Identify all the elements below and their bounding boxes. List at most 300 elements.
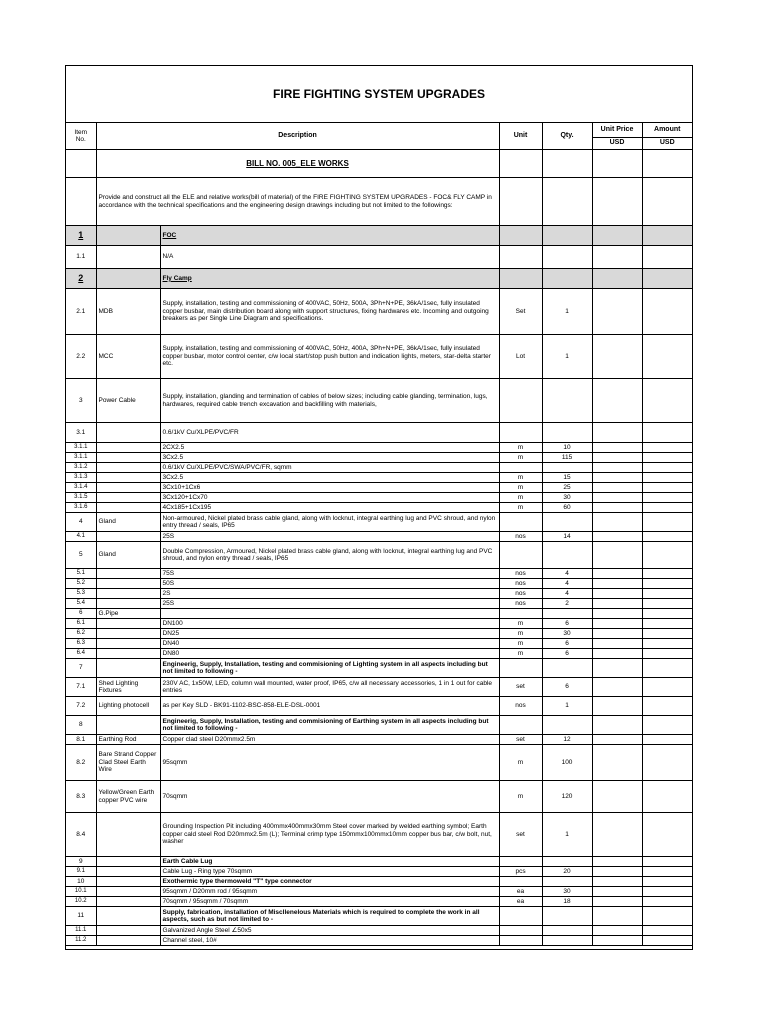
item-no-cell: 10 bbox=[66, 877, 96, 887]
item-no-cell: 3.1.6 bbox=[66, 503, 96, 513]
description-cell: Engineerig, Supply, Installation, testing and commisioning of Earthing system in all aspects including but not limited to following - bbox=[160, 716, 499, 735]
description-cell: Grounding Inspection Pit including 400mmx400mmx30mm Steel cover marked by welded earthing symbol; Earth copper cald steel Rod D20mmx2.5m (L); Terminal crimp type 150mmx100mmx10mm copper bus bar, c/w bolt, nut, washer bbox=[160, 813, 499, 857]
unit-cell bbox=[499, 423, 542, 443]
qty-cell: 20 bbox=[542, 867, 592, 877]
unit-cell bbox=[499, 246, 542, 269]
item-name-cell bbox=[96, 579, 160, 589]
amount-cell bbox=[642, 289, 692, 335]
unit-cell: m bbox=[499, 443, 542, 453]
unit-price-cell bbox=[592, 423, 642, 443]
unit-cell bbox=[499, 659, 542, 678]
table-row bbox=[66, 649, 692, 659]
unit-price-cell bbox=[592, 813, 642, 857]
qty-cell: 1 bbox=[542, 335, 592, 379]
qty-cell bbox=[542, 926, 592, 936]
qty-cell: 1 bbox=[542, 813, 592, 857]
item-no-cell: 7.1 bbox=[66, 678, 96, 697]
intro-row bbox=[66, 178, 692, 226]
item-no-cell: 8.3 bbox=[66, 781, 96, 813]
amount-cell bbox=[642, 542, 692, 569]
item-no-cell: 6.1 bbox=[66, 619, 96, 629]
description-cell: 50S bbox=[160, 579, 499, 589]
description-cell: Double Compression, Armoured, Nickel plated brass cable gland, along with locknut, integral earthing lug and PVC shroud, and nylon entry thread / seals, IP65 bbox=[160, 542, 499, 569]
unit-price-cell bbox=[592, 246, 642, 269]
amount-cell bbox=[642, 463, 692, 473]
unit-price-cell bbox=[592, 745, 642, 781]
unit-price-cell bbox=[592, 493, 642, 503]
amount-cell bbox=[642, 877, 692, 887]
intro-text: Provide and construct all the ELE and relative works(bill of material) of the FIRE FIGHTING SYSTEM UPGRADES - FOC& FLY CAMP in accordance with the technical specifications and the engineering design drawings including but not limited to the followings: bbox=[96, 178, 499, 226]
unit-cell: m bbox=[499, 619, 542, 629]
item-no-cell: 3.1.5 bbox=[66, 493, 96, 503]
amount-cell bbox=[642, 269, 692, 289]
amount-cell bbox=[642, 589, 692, 599]
boq-table bbox=[66, 122, 692, 946]
amount-cell bbox=[642, 569, 692, 579]
unit-cell: set bbox=[499, 813, 542, 857]
table-row bbox=[66, 813, 692, 857]
qty-cell bbox=[542, 513, 592, 532]
unit-cell bbox=[499, 857, 542, 867]
table-row bbox=[66, 877, 692, 887]
table-row bbox=[66, 897, 692, 907]
item-no-cell: 5 bbox=[66, 542, 96, 569]
unit-price-cell bbox=[592, 867, 642, 877]
item-name-cell: MDB bbox=[96, 289, 160, 335]
unit-cell: nos bbox=[499, 569, 542, 579]
qty-cell: 120 bbox=[542, 781, 592, 813]
table-row bbox=[66, 936, 692, 946]
amount-cell bbox=[642, 483, 692, 493]
item-name-cell bbox=[96, 423, 160, 443]
item-no-cell: 2.1 bbox=[66, 289, 96, 335]
unit-price-cell bbox=[592, 629, 642, 639]
unit-price-cell bbox=[592, 226, 642, 246]
description-cell: 230V AC, 1x50W, LED, column wall mounted, water proof, IP65, c/w all necessary accessories, 1 in 1 out for cable entries bbox=[160, 678, 499, 697]
item-name-cell bbox=[96, 589, 160, 599]
description-cell: 70sqmm bbox=[160, 781, 499, 813]
header-amount-currency: USD bbox=[642, 138, 692, 150]
amount-cell bbox=[642, 619, 692, 629]
table-row bbox=[66, 269, 692, 289]
description-cell: 3Cx2.5 bbox=[160, 453, 499, 463]
item-name-cell bbox=[96, 867, 160, 877]
amount-cell bbox=[642, 453, 692, 463]
table-row bbox=[66, 659, 692, 678]
qty-cell bbox=[542, 857, 592, 867]
description-cell: Copper clad steel D20mmx2.5m bbox=[160, 735, 499, 745]
item-name-cell bbox=[96, 532, 160, 542]
description-cell: 25S bbox=[160, 599, 499, 609]
table-row bbox=[66, 887, 692, 897]
item-no-cell: 8.2 bbox=[66, 745, 96, 781]
unit-price-cell bbox=[592, 609, 642, 619]
unit-price-cell bbox=[592, 335, 642, 379]
amount-cell bbox=[642, 735, 692, 745]
unit-price-cell bbox=[592, 781, 642, 813]
table-row bbox=[66, 423, 692, 443]
item-no-cell: 11.1 bbox=[66, 926, 96, 936]
unit-price-cell bbox=[592, 649, 642, 659]
table-row bbox=[66, 781, 692, 813]
item-no-cell: 7.2 bbox=[66, 697, 96, 716]
description-cell: Supply, installation, testing and commissioning of 400VAC, 50Hz, 400A, 3Ph+N+PE, 36kA/1sec, fully insulated copper busbar, motor control center, c/w local start/stop push button and indication lights, meters, star-delta starter etc. bbox=[160, 335, 499, 379]
item-no-cell: 8 bbox=[66, 716, 96, 735]
description-cell: Exothermic type thermoweld "T" type connector bbox=[160, 877, 499, 887]
item-name-cell bbox=[96, 473, 160, 483]
amount-cell bbox=[642, 423, 692, 443]
item-no-cell: 5.1 bbox=[66, 569, 96, 579]
item-name-cell bbox=[96, 619, 160, 629]
amount-cell bbox=[642, 493, 692, 503]
item-no-cell: 3.1.1 bbox=[66, 443, 96, 453]
item-name-cell bbox=[96, 569, 160, 579]
description-cell: Cable Lug - Ring type 70sqmm bbox=[160, 867, 499, 877]
item-name-cell bbox=[96, 857, 160, 867]
amount-cell bbox=[642, 897, 692, 907]
table-row bbox=[66, 226, 692, 246]
amount-cell bbox=[642, 781, 692, 813]
item-no-cell: 2.2 bbox=[66, 335, 96, 379]
header-unit-price-currency: USD bbox=[592, 138, 642, 150]
unit-price-cell bbox=[592, 379, 642, 423]
unit-cell: m bbox=[499, 639, 542, 649]
item-no-cell: 4 bbox=[66, 513, 96, 532]
amount-cell bbox=[642, 907, 692, 926]
unit-price-cell bbox=[592, 513, 642, 532]
qty-cell: 30 bbox=[542, 493, 592, 503]
item-name-cell bbox=[96, 659, 160, 678]
unit-cell: nos bbox=[499, 532, 542, 542]
unit-price-cell bbox=[592, 936, 642, 946]
description-cell: 3Cx10+1Cx6 bbox=[160, 483, 499, 493]
item-no-cell: 4.1 bbox=[66, 532, 96, 542]
item-no-cell: 6.3 bbox=[66, 639, 96, 649]
table-row bbox=[66, 473, 692, 483]
header-row-1 bbox=[66, 123, 692, 138]
item-name-cell bbox=[96, 269, 160, 289]
table-row bbox=[66, 867, 692, 877]
unit-price-cell bbox=[592, 453, 642, 463]
description-cell: 95sqmm / D20mm rod / 95sqmm bbox=[160, 887, 499, 897]
description-cell: 0.6/1kV Cu/XLPE/PVC/FR bbox=[160, 423, 499, 443]
unit-cell: nos bbox=[499, 599, 542, 609]
amount-cell bbox=[642, 473, 692, 483]
unit-price-cell bbox=[592, 735, 642, 745]
header-unit-price: Unit Price bbox=[592, 123, 642, 138]
amount-cell bbox=[642, 335, 692, 379]
unit-price-cell bbox=[592, 877, 642, 887]
description-cell: Earth Cable Lug bbox=[160, 857, 499, 867]
unit-price-cell bbox=[592, 857, 642, 867]
amount-cell bbox=[642, 857, 692, 867]
unit-price-cell bbox=[592, 463, 642, 473]
unit-cell: set bbox=[499, 735, 542, 745]
unit-price-cell bbox=[592, 619, 642, 629]
qty-cell: 10 bbox=[542, 443, 592, 453]
item-name-cell bbox=[96, 936, 160, 946]
item-no-cell: 1 bbox=[66, 226, 96, 246]
table-row bbox=[66, 716, 692, 735]
description-cell: 4Cx185+1Cx195 bbox=[160, 503, 499, 513]
qty-cell: 30 bbox=[542, 629, 592, 639]
unit-price-cell bbox=[592, 926, 642, 936]
unit-cell: ea bbox=[499, 887, 542, 897]
description-cell: Galvanized Angle Steel ∠50x5 bbox=[160, 926, 499, 936]
item-no-cell: 6.2 bbox=[66, 629, 96, 639]
unit-price-cell bbox=[592, 473, 642, 483]
description-cell: Channel steel, 10# bbox=[160, 936, 499, 946]
qty-cell: 4 bbox=[542, 589, 592, 599]
unit-cell: ea bbox=[499, 897, 542, 907]
qty-cell: 15 bbox=[542, 473, 592, 483]
qty-cell bbox=[542, 542, 592, 569]
unit-cell: m bbox=[499, 483, 542, 493]
unit-cell: m bbox=[499, 473, 542, 483]
unit-price-cell bbox=[592, 697, 642, 716]
qty-cell bbox=[542, 269, 592, 289]
item-no-cell: 9 bbox=[66, 857, 96, 867]
description-cell bbox=[160, 609, 499, 619]
description-cell: 2S bbox=[160, 589, 499, 599]
unit-cell: m bbox=[499, 453, 542, 463]
description-cell: 70sqmm / 95sqmm / 70sqmm bbox=[160, 897, 499, 907]
qty-cell bbox=[542, 936, 592, 946]
unit-cell: pcs bbox=[499, 867, 542, 877]
unit-cell: nos bbox=[499, 697, 542, 716]
unit-cell bbox=[499, 716, 542, 735]
amount-cell bbox=[642, 649, 692, 659]
description-cell: Engineerig, Supply, Installation, testing and commisioning of Lighting system in all aspects including but not limited to following - bbox=[160, 659, 499, 678]
item-name-cell: Yellow/Green Earth copper PVC wire bbox=[96, 781, 160, 813]
unit-cell bbox=[499, 269, 542, 289]
item-name-cell: Gland bbox=[96, 513, 160, 532]
qty-cell: 60 bbox=[542, 503, 592, 513]
amount-cell bbox=[642, 226, 692, 246]
amount-cell bbox=[642, 379, 692, 423]
qty-cell bbox=[542, 226, 592, 246]
unit-cell: m bbox=[499, 781, 542, 813]
table-row bbox=[66, 745, 692, 781]
unit-price-cell bbox=[592, 639, 642, 649]
amount-cell bbox=[642, 639, 692, 649]
description-cell: FOC bbox=[160, 226, 499, 246]
item-no-cell: 11 bbox=[66, 907, 96, 926]
document-title: FIRE FIGHTING SYSTEM UPGRADES bbox=[66, 66, 692, 123]
bill-title-row bbox=[66, 150, 692, 178]
unit-cell: m bbox=[499, 649, 542, 659]
unit-price-cell bbox=[592, 716, 642, 735]
description-cell: Supply, fabrication, installation of Miscllenelous Materials which is required to complete the work in all aspects, such as but not limited to - bbox=[160, 907, 499, 926]
table-row bbox=[66, 926, 692, 936]
item-name-cell bbox=[96, 599, 160, 609]
header-description: Description bbox=[96, 123, 499, 150]
table-row bbox=[66, 532, 692, 542]
table-row bbox=[66, 483, 692, 493]
item-name-cell bbox=[96, 907, 160, 926]
header-item-no: Item No. bbox=[66, 123, 96, 150]
unit-price-cell bbox=[592, 483, 642, 493]
description-cell: 3Cx120+1Cx70 bbox=[160, 493, 499, 503]
amount-cell bbox=[642, 443, 692, 453]
amount-cell bbox=[642, 745, 692, 781]
amount-cell bbox=[642, 609, 692, 619]
qty-cell: 1 bbox=[542, 697, 592, 716]
description-cell: DN25 bbox=[160, 629, 499, 639]
table-row bbox=[66, 503, 692, 513]
item-name-cell: Lighting photocell bbox=[96, 697, 160, 716]
item-no-cell: 3.1.3 bbox=[66, 473, 96, 483]
qty-cell bbox=[542, 659, 592, 678]
amount-cell bbox=[642, 887, 692, 897]
item-name-cell bbox=[96, 443, 160, 453]
item-name-cell bbox=[96, 813, 160, 857]
item-name-cell bbox=[96, 503, 160, 513]
unit-price-cell bbox=[592, 443, 642, 453]
table-row bbox=[66, 453, 692, 463]
table-row bbox=[66, 443, 692, 453]
qty-cell bbox=[542, 907, 592, 926]
item-no-cell: 3 bbox=[66, 379, 96, 423]
unit-price-cell bbox=[592, 678, 642, 697]
unit-cell bbox=[499, 379, 542, 423]
item-no-cell: 2 bbox=[66, 269, 96, 289]
unit-price-cell bbox=[592, 589, 642, 599]
qty-cell: 115 bbox=[542, 453, 592, 463]
qty-cell bbox=[542, 609, 592, 619]
item-no-cell: 9.1 bbox=[66, 867, 96, 877]
unit-cell: m bbox=[499, 493, 542, 503]
amount-cell bbox=[642, 936, 692, 946]
unit-price-cell bbox=[592, 659, 642, 678]
unit-cell: m bbox=[499, 629, 542, 639]
unit-cell: m bbox=[499, 503, 542, 513]
unit-price-cell bbox=[592, 269, 642, 289]
item-name-cell: Earthing Rod bbox=[96, 735, 160, 745]
item-no-cell: 3.1.4 bbox=[66, 483, 96, 493]
header-unit: Unit bbox=[499, 123, 542, 150]
table-row bbox=[66, 619, 692, 629]
amount-cell bbox=[642, 579, 692, 589]
item-name-cell bbox=[96, 629, 160, 639]
unit-price-cell bbox=[592, 532, 642, 542]
item-no-cell: 5.3 bbox=[66, 589, 96, 599]
qty-cell bbox=[542, 716, 592, 735]
item-name-cell: Power Cable bbox=[96, 379, 160, 423]
amount-cell bbox=[642, 532, 692, 542]
table-row bbox=[66, 246, 692, 269]
item-name-cell bbox=[96, 897, 160, 907]
unit-cell: Lot bbox=[499, 335, 542, 379]
unit-price-cell bbox=[592, 897, 642, 907]
unit-cell: nos bbox=[499, 589, 542, 599]
unit-cell bbox=[499, 463, 542, 473]
item-name-cell bbox=[96, 483, 160, 493]
boq-table-body bbox=[66, 123, 692, 946]
qty-cell bbox=[542, 877, 592, 887]
bill-of-quantities-sheet bbox=[65, 65, 693, 950]
qty-cell bbox=[542, 423, 592, 443]
header-qty: Qty. bbox=[542, 123, 592, 150]
qty-cell: 30 bbox=[542, 887, 592, 897]
description-cell: DN40 bbox=[160, 639, 499, 649]
table-row bbox=[66, 678, 692, 697]
table-row bbox=[66, 599, 692, 609]
qty-cell: 18 bbox=[542, 897, 592, 907]
qty-cell: 100 bbox=[542, 745, 592, 781]
unit-cell bbox=[499, 877, 542, 887]
item-name-cell: MCC bbox=[96, 335, 160, 379]
description-cell: 25S bbox=[160, 532, 499, 542]
amount-cell bbox=[642, 678, 692, 697]
item-name-cell bbox=[96, 639, 160, 649]
unit-price-cell bbox=[592, 503, 642, 513]
table-row bbox=[66, 379, 692, 423]
item-name-cell bbox=[96, 716, 160, 735]
header-amount: Amount bbox=[642, 123, 692, 138]
amount-cell bbox=[642, 513, 692, 532]
amount-cell bbox=[642, 246, 692, 269]
item-name-cell: Bare Strand Copper Clad Steel Earth Wire bbox=[96, 745, 160, 781]
unit-cell bbox=[499, 226, 542, 246]
table-row bbox=[66, 579, 692, 589]
table-row bbox=[66, 735, 692, 745]
unit-cell: set bbox=[499, 678, 542, 697]
description-cell: Non-armoured, Nickel plated brass cable gland, along with locknut, integral earthing lug and PVC shroud, and nylon entry thread / seals, IP65 bbox=[160, 513, 499, 532]
unit-price-cell bbox=[592, 907, 642, 926]
item-name-cell bbox=[96, 877, 160, 887]
item-name-cell: G.Pipe bbox=[96, 609, 160, 619]
item-no-cell: 10.2 bbox=[66, 897, 96, 907]
unit-cell bbox=[499, 936, 542, 946]
item-name-cell bbox=[96, 226, 160, 246]
description-cell: N/A bbox=[160, 246, 499, 269]
qty-cell: 4 bbox=[542, 579, 592, 589]
item-no-cell: 8.1 bbox=[66, 735, 96, 745]
description-cell: DN100 bbox=[160, 619, 499, 629]
qty-cell: 1 bbox=[542, 289, 592, 335]
item-no-cell: 6.4 bbox=[66, 649, 96, 659]
item-no-cell: 5.2 bbox=[66, 579, 96, 589]
item-no-cell: 8.4 bbox=[66, 813, 96, 857]
description-cell: 95sqmm bbox=[160, 745, 499, 781]
qty-cell bbox=[542, 379, 592, 423]
qty-cell: 14 bbox=[542, 532, 592, 542]
item-name-cell bbox=[96, 926, 160, 936]
description-cell: Supply, installation, testing and commissioning of 400VAC, 50Hz, 500A, 3Ph+N+PE, 36kA/1sec, fully insulated copper busbar, main distribution board along with support structures, fixing hardwares etc. Incoming and outgoing breakers as per Single Line Diagram and specifications. bbox=[160, 289, 499, 335]
qty-cell: 6 bbox=[542, 678, 592, 697]
description-cell: as per Key SLD - BK91-1102-BSC-858-ELE-DSL-0001 bbox=[160, 697, 499, 716]
item-name-cell bbox=[96, 463, 160, 473]
unit-cell bbox=[499, 609, 542, 619]
unit-cell bbox=[499, 926, 542, 936]
table-row bbox=[66, 513, 692, 532]
qty-cell bbox=[542, 246, 592, 269]
item-name-cell bbox=[96, 649, 160, 659]
amount-cell bbox=[642, 716, 692, 735]
amount-cell bbox=[642, 697, 692, 716]
qty-cell bbox=[542, 463, 592, 473]
item-no-cell: 3.1.1 bbox=[66, 453, 96, 463]
item-no-cell: 5.4 bbox=[66, 599, 96, 609]
qty-cell: 25 bbox=[542, 483, 592, 493]
table-row bbox=[66, 493, 692, 503]
table-row bbox=[66, 857, 692, 867]
item-no-cell: 3.1.2 bbox=[66, 463, 96, 473]
qty-cell: 4 bbox=[542, 569, 592, 579]
bill-title: BILL NO. 005_ELE WORKS bbox=[246, 158, 349, 168]
amount-cell bbox=[642, 867, 692, 877]
